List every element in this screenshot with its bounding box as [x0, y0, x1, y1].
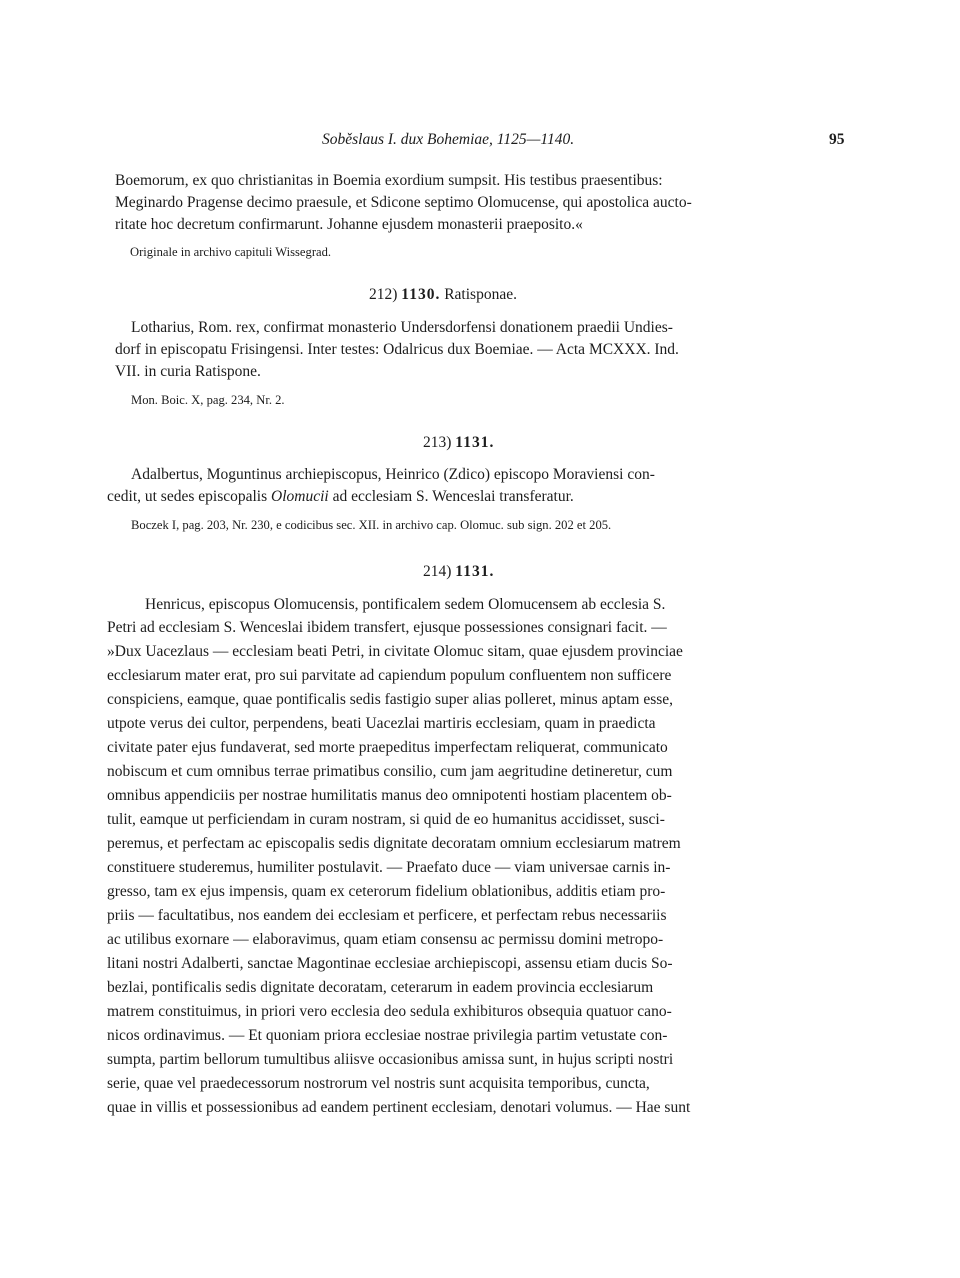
- running-title: Soběslaus I. dux Bohemiae, 1125—1140.: [322, 131, 575, 148]
- entry-year: 1131.: [455, 563, 495, 580]
- text-line: ecclesiarum mater erat, pro sui parvitate ad capiendum populum confluentem non sufficere: [107, 667, 672, 684]
- text-line: VII. in curia Ratispone.: [115, 363, 261, 380]
- text-segment: cedit, ut sedes episcopalis: [107, 488, 268, 505]
- text-line: [107, 488, 574, 506]
- text-line: civitate pater ejus fundaverat, sed morte praepeditus imperfectam reliquerat, communicato: [107, 739, 668, 756]
- text-line: Meginardo Pragense decimo praesule, et Sdicone septimo Olomucense, qui apostolica aucto-: [115, 194, 692, 211]
- text-line: ritate hoc decretum confirmarunt. Johanne ejusdem monasterii praeposito.«: [115, 216, 583, 233]
- text-line: omnibus appendiciis per nostrae humilitatis manus deo omnipotenti hostiam placentem ob-: [107, 787, 672, 804]
- source-note: Originale in archivo capituli Wissegrad.: [130, 245, 332, 259]
- entry-number: 214): [423, 563, 452, 580]
- text-line: Henricus, episcopus Olomucensis, pontificalem sedem Olomucensem ab ecclesia S.: [145, 596, 666, 613]
- source-note: Mon. Boic. X, pag. 234, Nr. 2.: [131, 393, 285, 407]
- text-line: Adalbertus, Moguntinus archiepiscopus, Heinrico (Zdico) episcopo Moraviensi con-: [131, 466, 655, 483]
- source-note: Boczek I, pag. 203, Nr. 230, e codicibus sec. XII. in archivo cap. Olomuc. sub sign. 202 et 205.: [131, 518, 612, 532]
- text-line: nicos ordinavimus. — Et quoniam priora ecclesiae nostrae privilegia partim vetustate con-: [107, 1027, 668, 1044]
- text-line: Boemorum, ex quo christianitas in Boemia exordium sumpsit. His testibus praesentibus:: [115, 172, 663, 189]
- text-segment: ad ecclesiam S. Wenceslai transferatur.: [332, 488, 574, 505]
- entry-heading-213: [423, 434, 494, 452]
- entry-year: 1130.: [401, 286, 441, 303]
- text-line: peremus, et perfectam ac episcopalis sedis dignitate decoratam omnium ecclesiarum matrem: [107, 835, 681, 852]
- text-line: sumpta, partim bellorum tumultibus aliisve occasionibus amissa sunt, in hujus scripti nostri: [107, 1051, 674, 1068]
- text-line: priis — facultatibus, nos eandem dei ecclesiam et perficere, et perfectam rebus necessariis: [107, 907, 667, 924]
- entry-number: 212): [369, 286, 398, 303]
- text-line: gresso, tam ex ejus impensis, quam ex ceterorum fidelium oblationibus, additis etiam pro-: [107, 883, 666, 900]
- text-line: utpote verus dei cultor, perpendens, beati Uacezlai martiris ecclesiam, quam in praedicta: [107, 715, 656, 732]
- entry-place: Ratisponae.: [444, 286, 517, 303]
- entry-year: 1131.: [455, 434, 495, 451]
- text-line: tulit, eamque ut perficiendam in curam nostram, si quid de eo humanitus accidisset, susci-: [107, 811, 665, 828]
- text-line: quae in villis et possessionibus ad eandem pertinent ecclesiam, denotari volumus. — Hae sunt: [107, 1099, 691, 1116]
- text-line: matrem constituimus, in priori vero ecclesia deo sedula exhibituros obsequia quatuor cano-: [107, 1003, 672, 1020]
- text-line: dorf in episcopatu Frisingensi. Inter testes: Odalricus dux Boemiae. — Acta MCXXX. Ind.: [115, 341, 679, 358]
- text-line: litani nostri Adalberti, sanctae Magontinae ecclesiae archiepiscopi, assensu etiam ducis So-: [107, 955, 673, 972]
- text-line: bezlai, pontificalis sedis dignitate decoratam, ceterarum in eadem provincia ecclesiarum: [107, 979, 654, 996]
- text-line: Petri ad ecclesiam S. Wenceslai ibidem transfert, ejusque possessiones consignari facit. —: [107, 619, 667, 636]
- entry-number: 213): [423, 434, 452, 451]
- text-line: nobiscum et cum omnibus terrae primatibus consilio, cum jam aegritudine detineretur, cum: [107, 763, 673, 780]
- text-line: Lotharius, Rom. rex, confirmat monasterio Undersdorfensi donationem praedii Undies-: [131, 319, 673, 336]
- text-line: conspiciens, eamque, quae pontificalis sedis fastigio super alias polleret, minus aptam esse,: [107, 691, 674, 708]
- entry-heading-212: [369, 286, 517, 304]
- text-line: constituere studeremus, humiliter postulavit. — Praefato duce — viam universae carnis in-: [107, 859, 671, 876]
- text-line: serie, quae vel praedecessorum nostrorum vel nostris sunt acquisita temporibus, cuncta,: [107, 1075, 650, 1092]
- page-number: 95: [829, 131, 845, 148]
- place-name-italic: Olomucii: [271, 488, 329, 505]
- entry-heading-214: [423, 563, 494, 581]
- text-line: ac utilibus exornare — elaboravimus, quam etiam consensu ac permissu domini metropo-: [107, 931, 664, 948]
- text-line: »Dux Uacezlaus — ecclesiam beati Petri, in civitate Olomuc sitam, quae ejusdem provinciae: [107, 643, 683, 660]
